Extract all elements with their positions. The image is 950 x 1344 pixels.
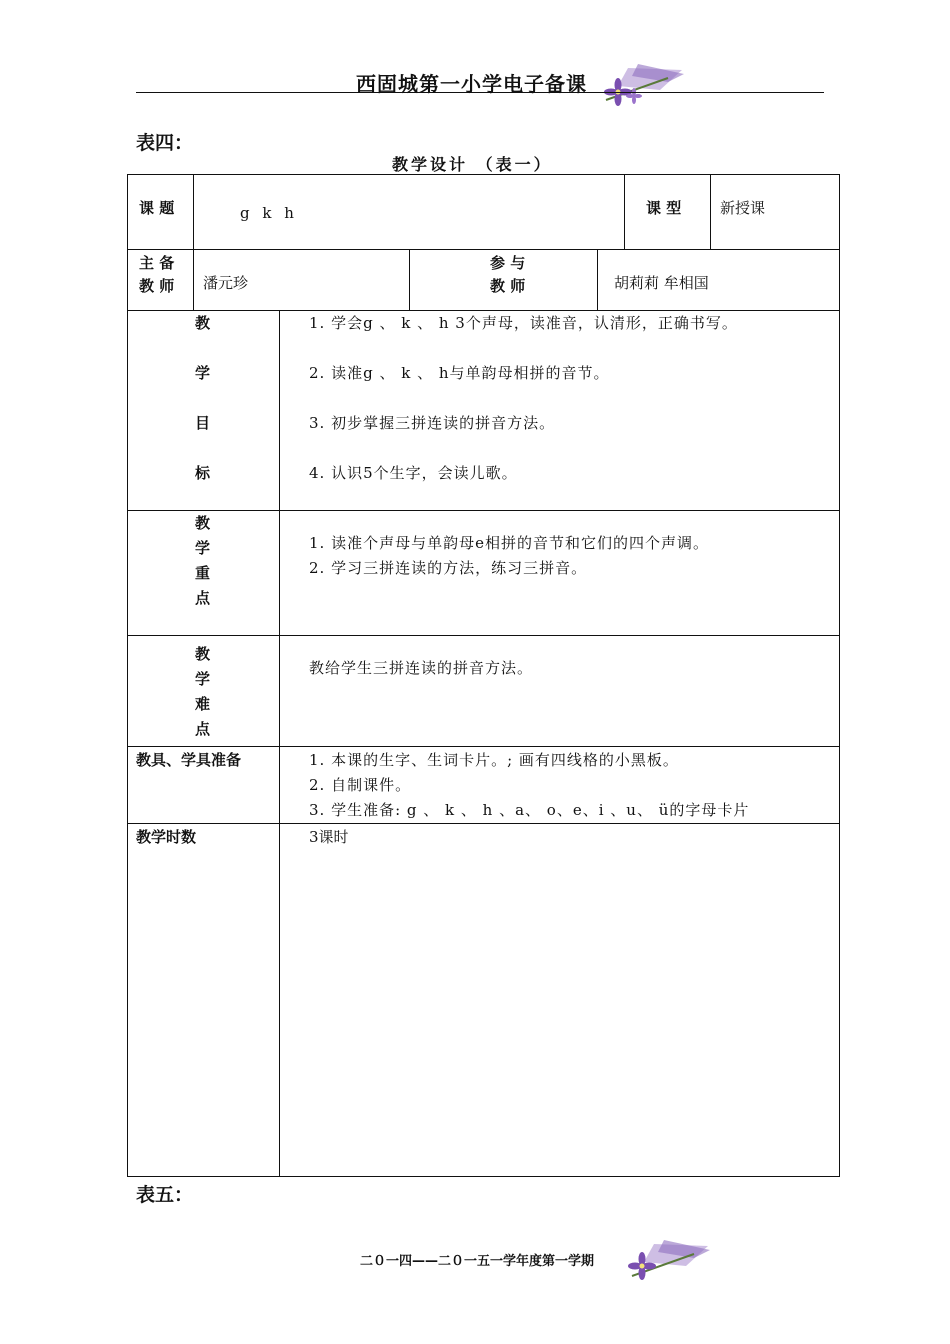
lead-teacher-value: 潘元珍: [203, 274, 249, 292]
objectives-label-char: 目: [195, 414, 211, 432]
topic-label: 课 题: [139, 199, 175, 217]
section-5-label: 表五：: [136, 1184, 194, 1206]
flower-decoration-icon: [624, 1232, 710, 1282]
objectives-label-char: 标: [195, 464, 211, 482]
design-title: 教学设计 （表一）: [392, 155, 553, 174]
tools-item: 1. 本课的生字、生词卡片。; 画有四线格的小黑板。: [309, 751, 679, 769]
lead-teacher-label-line1: 主 备: [139, 254, 175, 272]
participants-label-line2: 教 师: [490, 277, 526, 295]
objective-item: 4. 认识5个生字，会读儿歌。: [309, 464, 518, 482]
key-points-label-char: 点: [195, 589, 211, 607]
tools-label: 教具、学具准备: [136, 751, 242, 769]
header-rule: [136, 92, 824, 93]
hours-value: 3课时: [309, 828, 349, 846]
lead-teacher-label-line2: 教 师: [139, 277, 175, 295]
page-header-title: 西固城第一小学电子备课: [356, 72, 587, 96]
objective-item: 3. 初步掌握三拼连读的拼音方法。: [309, 414, 556, 432]
objective-item: 2. 读准g 、 k 、 h与单韵母相拼的音节。: [309, 364, 610, 382]
topic-value: g k h: [240, 204, 298, 222]
objectives-label-char: 教: [195, 314, 211, 332]
objectives-label-char: 学: [195, 364, 211, 382]
section-4-label: 表四：: [136, 132, 194, 154]
participants-value: 胡莉莉 牟相国: [614, 274, 709, 292]
objective-item: 1. 学会g 、 k 、 h 3个声母，读准音，认清形，正确书写。: [309, 314, 738, 332]
flower-decoration-icon: [598, 56, 684, 106]
difficult-label-char: 教: [195, 645, 211, 663]
difficult-label-char: 难: [195, 695, 211, 713]
lesson-type-value: 新授课: [720, 199, 766, 217]
key-point-item: 2. 学习三拼连读的方法，练习三拼音。: [309, 559, 588, 577]
key-points-label-char: 重: [195, 564, 211, 582]
tools-item: 2. 自制课件。: [309, 776, 412, 794]
hours-label: 教学时数: [136, 828, 197, 846]
difficult-label-char: 点: [195, 720, 211, 738]
lesson-type-label: 课 型: [646, 199, 682, 217]
key-points-label-char: 学: [195, 539, 211, 557]
tools-item: 3. 学生准备: g 、 k 、 h 、a、 o、e、i 、u、 ü的字母卡片: [309, 801, 750, 819]
footer-school-year: 二０一四——二０一五一学年度第一学期: [360, 1254, 595, 1269]
key-point-item: 1. 读准个声母与单韵母e相拼的音节和它们的四个声调。: [309, 534, 709, 552]
participants-label-line1: 参 与: [490, 254, 526, 272]
difficult-text: 教给学生三拼连读的拼音方法。: [309, 659, 534, 677]
key-points-label-char: 教: [195, 514, 211, 532]
difficult-label-char: 学: [195, 670, 211, 688]
